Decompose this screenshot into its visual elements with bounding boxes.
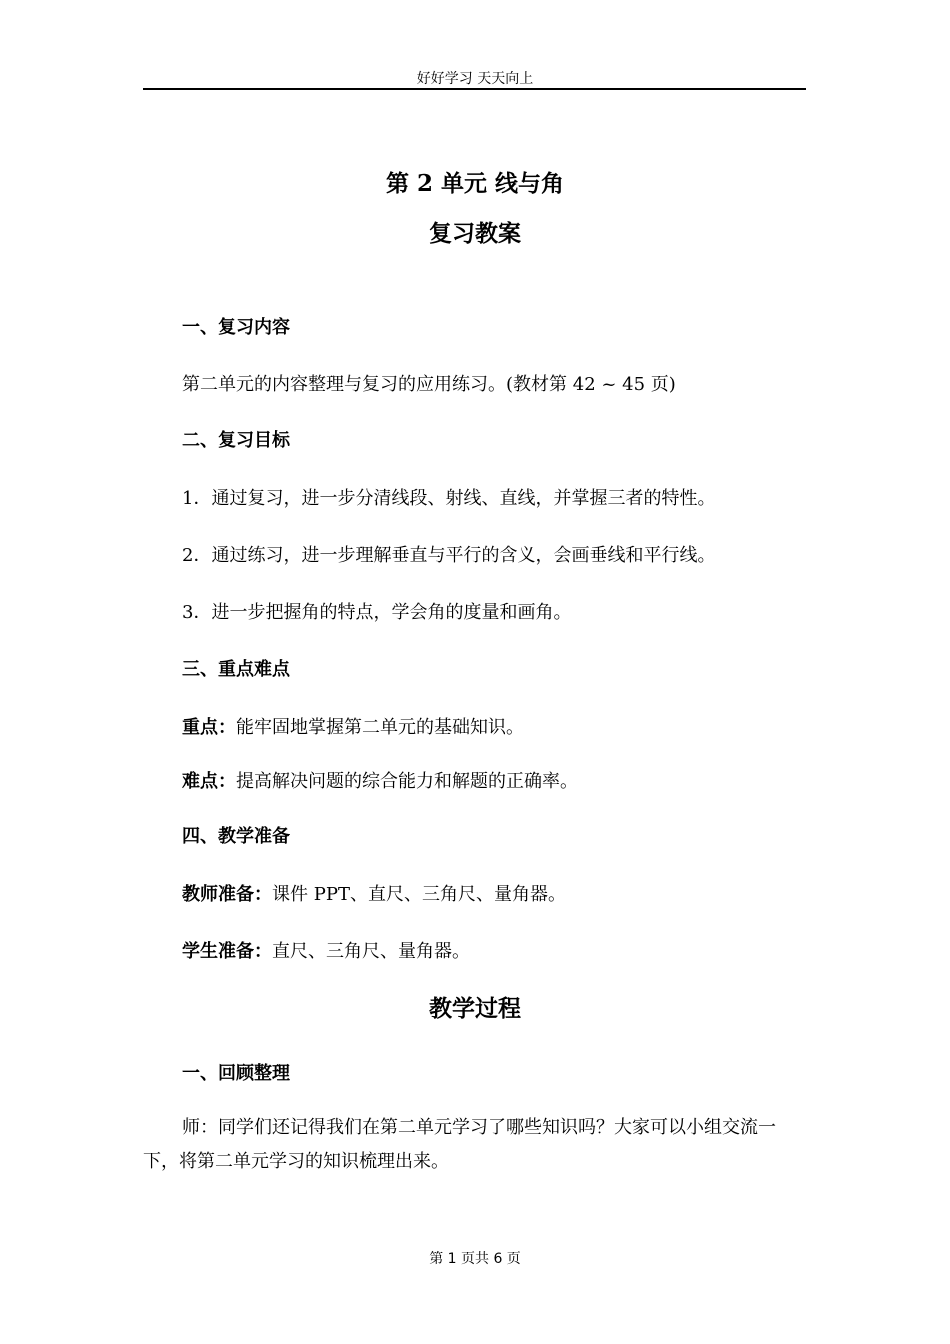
section-preparation-heading: 四、教学准备	[182, 826, 290, 847]
section-review-goals-heading: 二、复习目标	[182, 430, 290, 451]
review-content-text: 第二单元的内容整理与复习的应用练习。(教材第 42 ~ 45 页)	[182, 374, 676, 395]
section-key-points-heading: 三、重点难点	[182, 659, 290, 680]
page-header: 好好学习 天天向上	[416, 71, 534, 87]
section-review-organize-heading: 一、回顾整理	[182, 1063, 290, 1084]
key-point-line	[182, 713, 524, 739]
student-prep-line	[182, 937, 470, 963]
teacher-prep-label: 教师准备：	[182, 884, 272, 905]
difficulty-line	[182, 767, 578, 793]
unit-title: 第 2 单元 线与角	[385, 170, 565, 197]
difficulty-label: 难点：	[182, 771, 236, 792]
student-prep-text: 直尺、三角尺、量角器。	[272, 941, 470, 962]
goal-item-3: 3．进一步把握角的特点，学会角的度量和画角。	[182, 602, 572, 623]
teacher-prep-line	[182, 880, 566, 906]
difficulty-text: 提高解决问题的综合能力和解题的正确率。	[236, 771, 578, 792]
teacher-prompt-paragraph: 师：同学们还记得我们在第二单元学习了哪些知识吗？大家可以小组交流一下，将第二单元学习的知识梳理出来。	[143, 1117, 776, 1172]
teaching-process-title: 教学过程	[429, 995, 521, 1022]
key-point-label: 重点：	[182, 717, 236, 738]
goal-item-1: 1．通过复习，进一步分清线段、射线、直线，并掌握三者的特性。	[182, 488, 716, 509]
header-divider	[143, 88, 806, 90]
student-prep-label: 学生准备：	[182, 941, 272, 962]
document-title: 复习教案	[429, 220, 521, 247]
page-footer: 第 1 页共 6 页	[429, 1251, 521, 1267]
goal-item-2: 2．通过练习，进一步理解垂直与平行的含义，会画垂线和平行线。	[182, 545, 716, 566]
key-point-text: 能牢固地掌握第二单元的基础知识。	[236, 717, 524, 738]
section-review-content-heading: 一、复习内容	[182, 317, 290, 338]
teacher-prep-text: 课件 PPT、直尺、三角尺、量角器。	[272, 884, 566, 905]
